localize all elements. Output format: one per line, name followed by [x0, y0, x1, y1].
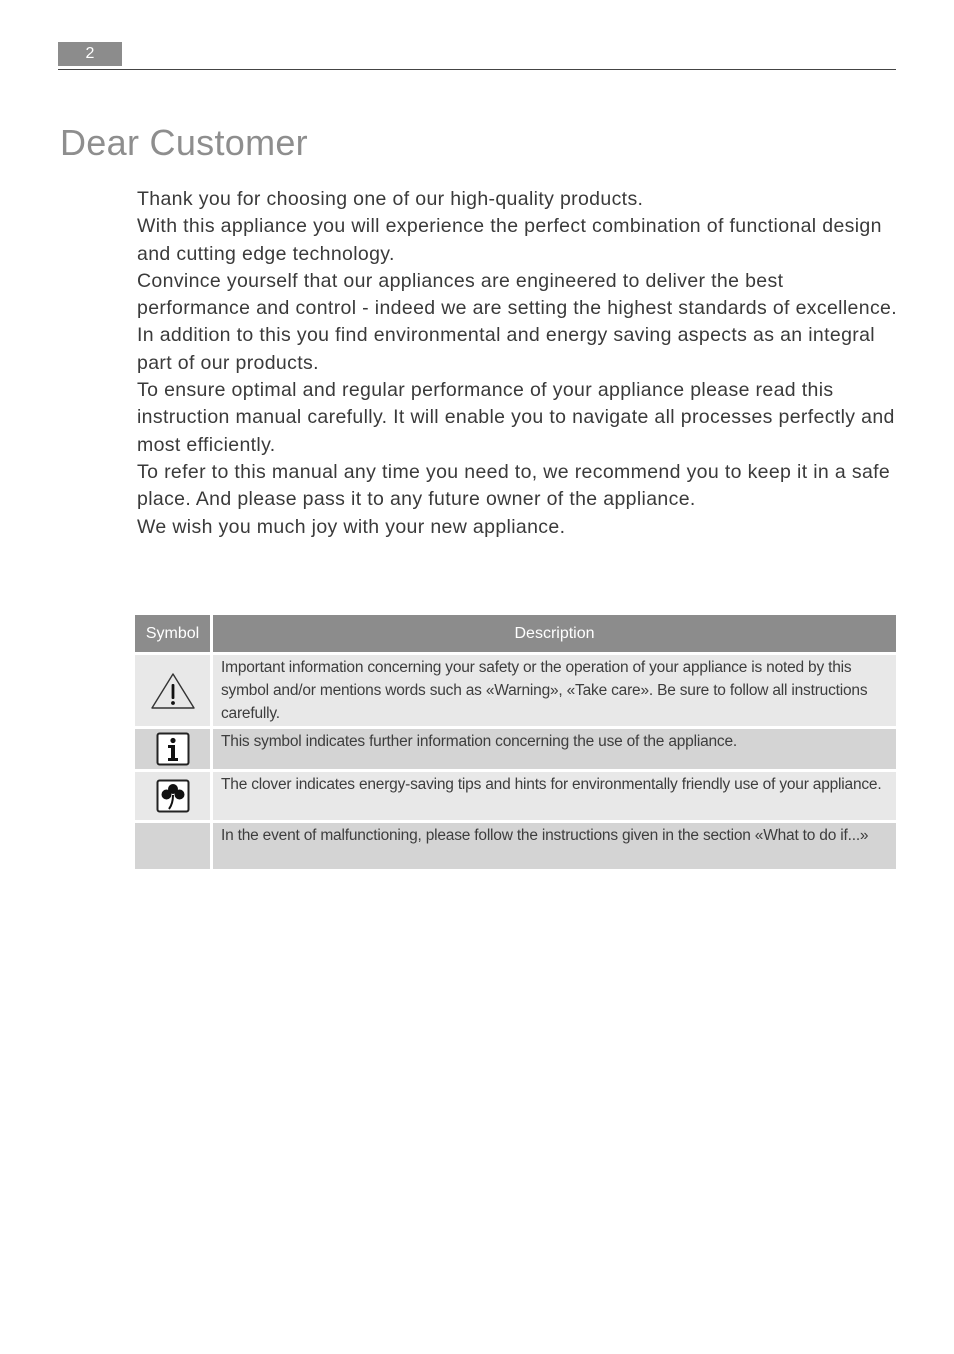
clover-icon: [156, 779, 190, 813]
description-cell: Important information concerning your safety or the operation of your appliance is noted by this symbol and/or mentions words such as «Warning», «Take care». Be sure to follow all instructions carefully.: [213, 652, 896, 726]
page-title: Dear Customer: [60, 122, 308, 163]
symbol-column-header: Symbol: [135, 615, 213, 652]
intro-paragraph: To ensure optimal and regular performance of your appliance please read this instruction manual carefully. It will enable you to navigate all processes perfectly and most efficiently.: [137, 379, 895, 456]
intro-paragraph: Thank you for choosing one of our high-quality products.: [137, 188, 644, 210]
intro-paragraph: With this appliance you will experience the perfect combination of functional design and cutting edge technology.: [137, 215, 882, 265]
description-cell: In the event of malfunctioning, please follow the instructions given in the section «What to do if...»: [213, 820, 896, 869]
info-icon: [156, 732, 190, 766]
intro-paragraph: Convince yourself that our appliances are engineered to deliver the best performance and control - indeed we are setting the highest standards of excellence.: [137, 269, 898, 320]
table-row: [135, 726, 896, 769]
symbol-cell: [135, 652, 213, 726]
symbol-cell: [135, 726, 213, 769]
description-cell: The clover indicates energy-saving tips and hints for environmentally friendly use of your appliance.: [213, 769, 896, 820]
symbol-cell: [135, 820, 213, 869]
intro-paragraph: In addition to this you find environmental and energy saving aspects as an integral part of our products.: [137, 324, 875, 374]
intro-paragraph: We wish you much joy with your new appliance.: [137, 515, 566, 538]
table-header-row: [135, 615, 896, 652]
page-number: 2: [58, 42, 122, 66]
intro-text: [137, 186, 897, 541]
symbol-cell: [135, 769, 213, 820]
intro-paragraph: To refer to this manual any time you need to, we recommend you to keep it in a safe place. And please pass it to any future owner of the appliance.: [137, 460, 891, 511]
table-row: [135, 652, 896, 726]
description-column-header: Description: [213, 615, 896, 652]
symbol-legend-table: [135, 615, 896, 869]
warning-triangle-icon: [150, 671, 196, 711]
table-row: [135, 820, 896, 869]
table-row: [135, 769, 896, 820]
description-cell: This symbol indicates further information concerning the use of the appliance.: [213, 726, 896, 769]
header-rule: [58, 69, 896, 70]
